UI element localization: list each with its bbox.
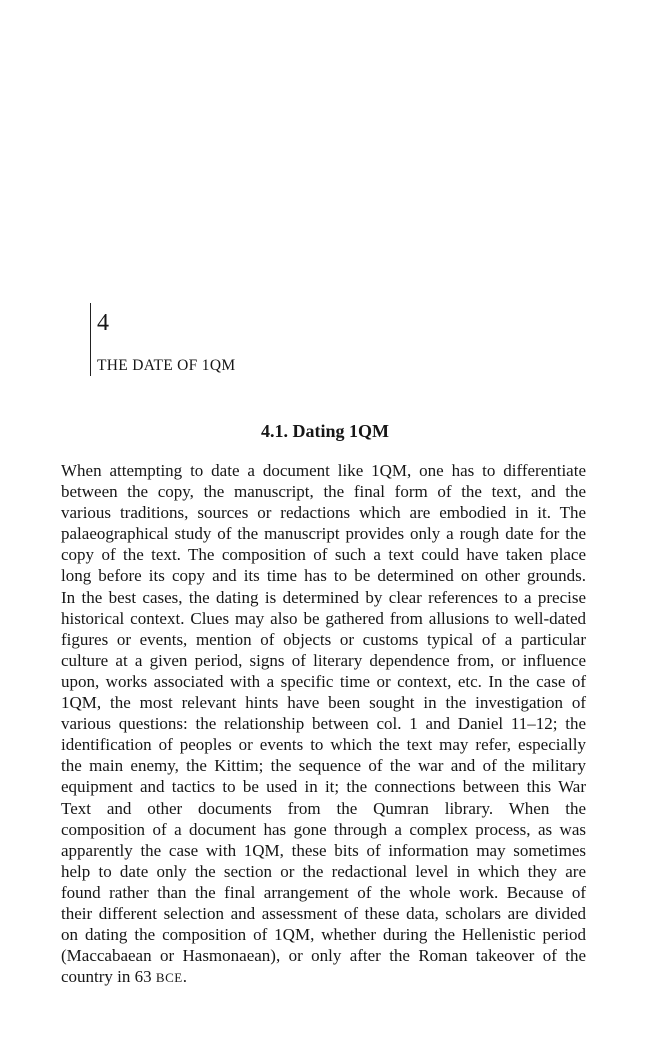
final-line-period: .	[182, 967, 187, 987]
text-line: long before its copy and its time has to be determined on other grounds.	[61, 566, 586, 586]
section-heading: 4.1. Dating 1QM	[261, 421, 389, 441]
chapter-heading-block	[90, 303, 235, 376]
text-line: between the copy, the manuscript, the final form of the text, and the	[61, 482, 586, 502]
text-line: 1QM, the most relevant hints have been sought in the investigation of	[61, 693, 586, 713]
text-line: historical context. Clues may also be gathered from allusions to well-dated	[61, 608, 586, 628]
text-line: figures or events, mention of objects or customs typical of a particular	[61, 629, 586, 649]
text-line: copy of the text. The composition of such a text could have taken place	[61, 545, 586, 565]
text-line: Text and other documents from the Qumran library. When the	[61, 798, 586, 818]
text-line: found rather than the final arrangement of the whole work. Because of	[61, 882, 586, 902]
text-line: When attempting to date a document like 1QM, one has to differentiate	[61, 461, 586, 480]
text-line: their different selection and assessment of these data, scholars are divided	[61, 903, 586, 923]
text-line: various questions: the relationship between col. 1 and Daniel 11–12; the	[61, 714, 586, 734]
era-abbreviation: BCE	[155, 970, 183, 986]
text-line: apparently the case with 1QM, these bits of information may sometimes	[61, 840, 586, 860]
text-line: identification of peoples or events to which the text may refer, especially	[61, 735, 586, 755]
text-line: various traditions, sources or redactions which are embodied in it. The	[61, 503, 586, 523]
text-line: on dating the composition of 1QM, whether during the Hellenistic period	[61, 925, 586, 945]
text-line-final	[61, 966, 586, 987]
text-line: In the best cases, the dating is determined by clear references to a precise	[61, 587, 586, 607]
text-line: palaeographical study of the manuscript provides only a rough date for the	[61, 524, 586, 544]
chapter-title: THE DATE OF 1QM	[97, 357, 236, 374]
text-line: the main enemy, the Kittim; the sequence of the war and of the military	[61, 756, 586, 776]
chapter-number: 4	[97, 310, 109, 336]
body-paragraph	[61, 460, 586, 987]
final-line-text: country in 63	[61, 967, 152, 987]
text-line: equipment and tactics to be used in it; the connections between this War	[61, 777, 586, 797]
text-line: (Maccabaean or Hasmonaean), or only after the Roman takeover of the	[61, 946, 586, 966]
text-line: help to date only the section or the redactional level in which they are	[61, 861, 586, 881]
text-line: composition of a document has gone through a complex process, as was	[61, 819, 586, 839]
text-line: upon, works associated with a specific time or context, etc. In the case of	[61, 671, 586, 691]
text-line: culture at a given period, signs of literary dependence from, or influence	[61, 650, 586, 670]
